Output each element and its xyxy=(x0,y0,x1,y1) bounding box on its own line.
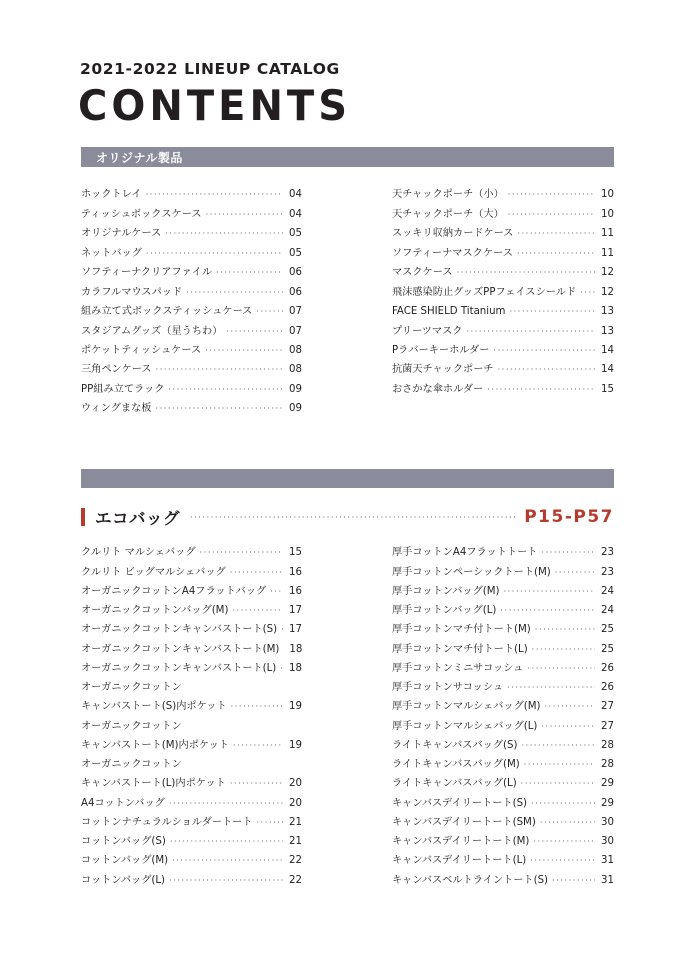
toc-entry xyxy=(392,357,614,376)
leader-dots xyxy=(172,854,283,867)
toc-entry-label: プリーツマスク xyxy=(392,325,463,337)
toc-entry-page: 19 xyxy=(289,739,302,751)
toc-entry-label: オーガニックコットンキャンバストート(S) xyxy=(81,624,278,636)
toc-entry xyxy=(392,617,614,636)
toc-entry-page: 06 xyxy=(289,267,302,279)
toc-entry-label: 厚手コットンマチ付トート(M) xyxy=(392,624,531,636)
toc-entry-page: 26 xyxy=(601,662,614,674)
toc-entry xyxy=(81,848,302,867)
toc-entry xyxy=(392,713,614,732)
leader-dots xyxy=(580,286,595,299)
leader-dots xyxy=(532,643,595,656)
toc-entry xyxy=(392,338,614,357)
toc-entry xyxy=(392,240,614,259)
toc-entry xyxy=(392,848,614,867)
toc-entry-page: 18 xyxy=(289,643,303,655)
toc-entry xyxy=(81,299,302,318)
toc-entry-page: 16 xyxy=(289,585,302,597)
leader-dots xyxy=(535,623,595,636)
leader-dots xyxy=(508,208,595,221)
toc-entry-page: 27 xyxy=(601,720,614,732)
toc-entry-page: 08 xyxy=(289,364,302,376)
toc-entry xyxy=(81,357,302,376)
toc-entry-label: オーガニックコットン xyxy=(81,682,182,693)
toc-list-original-right xyxy=(392,182,614,396)
toc-entry-label: 天チャックポーチ（大） xyxy=(392,208,504,220)
toc-entry-label: キャンバストート(L)内ポケット xyxy=(81,778,226,790)
toc-entry-page: 22 xyxy=(289,874,302,886)
toc-entry-label: FACE SHIELD Titanium xyxy=(392,306,506,318)
toc-entry-page: 24 xyxy=(601,585,614,597)
toc-entry-label: スッキリ収納カードケース xyxy=(392,228,514,240)
toc-entry-page: 07 xyxy=(289,306,302,318)
leader-dots xyxy=(169,874,283,887)
toc-entry-page: 10 xyxy=(601,189,614,201)
toc-entry-label: 厚手コットンマチ付トート(L) xyxy=(392,643,528,655)
toc-entry-label: コットンバッグ(S) xyxy=(81,836,166,847)
toc-entry-page: 17 xyxy=(289,605,302,616)
toc-entry-label: ライトキャンバスバッグ(L) xyxy=(392,778,517,790)
toc-entry-page: 13 xyxy=(601,306,614,318)
toc-entry xyxy=(392,598,614,617)
toc-entry-page: 29 xyxy=(601,797,614,809)
section-divider-bar xyxy=(81,469,614,488)
leader-dots xyxy=(206,208,283,221)
leader-dots xyxy=(507,681,595,694)
toc-entry-page: 12 xyxy=(601,267,614,279)
leader-dots xyxy=(541,720,595,733)
toc-entry-label: 厚手コットンバッグ(L) xyxy=(392,605,497,616)
leader-dots xyxy=(281,623,283,636)
toc-entry xyxy=(81,636,302,655)
leader-dots xyxy=(533,835,595,848)
toc-entry-page: 14 xyxy=(601,364,614,376)
toc-entry xyxy=(392,182,614,201)
toc-entry-label: オリジナルケース xyxy=(81,228,162,240)
toc-entry-label: 厚手コットンミニサコッシュ xyxy=(392,662,524,674)
leader-dots xyxy=(230,777,283,790)
toc-entry-page: 30 xyxy=(601,816,614,828)
toc-entry-page: 22 xyxy=(289,855,302,867)
leader-dots xyxy=(517,227,595,240)
toc-entry-page: 21 xyxy=(289,816,302,828)
leader-dots xyxy=(256,305,283,318)
toc-entry-label: コットンバッグ(M) xyxy=(81,855,169,867)
toc-entry-page: 19 xyxy=(289,701,302,713)
toc-entry-page: 18 xyxy=(289,662,302,674)
toc-entry-page: 15 xyxy=(289,547,302,559)
leader-dots xyxy=(555,566,595,579)
toc-entry xyxy=(81,579,302,598)
toc-entry-label: 厚手コットンペーシックトート(M) xyxy=(392,566,551,578)
leader-dots xyxy=(280,662,283,675)
leader-dots xyxy=(232,604,283,617)
toc-entry xyxy=(392,299,614,318)
toc-entry xyxy=(81,240,302,259)
leader-dots xyxy=(165,227,283,240)
toc-entry-page: 29 xyxy=(601,778,614,790)
section-header-eco xyxy=(81,505,614,529)
toc-list-eco-left xyxy=(81,540,302,887)
toc-entry-label: キャンバスベルトライントート(S) xyxy=(392,874,549,886)
toc-entry xyxy=(392,656,614,675)
leader-dots xyxy=(552,874,595,887)
toc-entry xyxy=(392,829,614,848)
leader-dots xyxy=(226,325,283,338)
toc-entry xyxy=(81,867,302,886)
toc-entry xyxy=(81,318,302,337)
toc-entry xyxy=(81,656,302,675)
toc-entry xyxy=(81,279,302,298)
toc-entry-label: 抗菌天チャックポーチ xyxy=(392,364,494,376)
toc-list-original-left xyxy=(81,182,302,415)
toc-entry-page: 20 xyxy=(289,797,302,809)
leader-dots xyxy=(517,247,595,260)
toc-entry-page: 25 xyxy=(601,643,614,655)
leader-dots xyxy=(169,797,283,810)
toc-entry-label: A4コットンバッグ xyxy=(81,797,165,809)
toc-entry xyxy=(81,598,302,617)
leader-dots xyxy=(230,566,283,579)
toc-entry xyxy=(392,752,614,771)
toc-entry-label: ティッシュボックスケース xyxy=(81,208,202,220)
toc-entry-page: 24 xyxy=(601,605,614,616)
section-header-original xyxy=(81,147,614,167)
toc-entry xyxy=(81,559,302,578)
toc-entry xyxy=(392,867,614,886)
toc-entry xyxy=(81,540,302,559)
toc-entry-label: 飛沫感染防止グッズPPフェイスシールド xyxy=(392,286,577,298)
catalog-subtitle: 2021-2022 LINEUP CATALOG xyxy=(80,60,340,78)
leader-dots xyxy=(521,739,595,752)
toc-entry-label: コットンバッグ(L) xyxy=(81,874,166,886)
toc-entry-page: 11 xyxy=(601,247,614,259)
toc-entry-label: スタジアムグッズ（星うちわ） xyxy=(81,325,223,337)
toc-entry xyxy=(392,733,614,752)
leader-dots xyxy=(521,777,595,790)
toc-entry-label: オーガニックコットンバッグ(M) xyxy=(81,605,229,616)
toc-entry-label: 厚手コットンA4フラットトート xyxy=(392,547,538,559)
leader-dots xyxy=(156,402,284,415)
toc-entry-label: キャンバストート(S)内ポケット xyxy=(81,701,227,713)
toc-entry-label: ネットバッグ xyxy=(81,247,142,259)
toc-entry xyxy=(81,771,302,790)
leader-dots xyxy=(508,188,595,201)
toc-entry-page: 26 xyxy=(601,682,614,693)
toc-entry-page: 05 xyxy=(289,247,302,259)
leader-dots xyxy=(530,854,595,867)
toc-entry xyxy=(392,221,614,240)
toc-entry-page: 31 xyxy=(601,855,614,867)
toc-entry-page: 08 xyxy=(289,344,302,356)
toc-entry-label: 組み立て式ボックスティッシュケース xyxy=(81,306,253,318)
toc-entry-page: 09 xyxy=(289,383,302,395)
toc-entry-page: 10 xyxy=(601,208,614,220)
leader-dots xyxy=(509,305,595,318)
toc-entry xyxy=(81,221,302,240)
toc-entry-label: クルリト ビッグマルシェバッグ xyxy=(81,566,226,578)
leader-dots xyxy=(467,325,596,338)
toc-entry xyxy=(392,318,614,337)
toc-entry-label: Pラバーキーホルダー xyxy=(392,344,490,356)
toc-entry-page: 23 xyxy=(601,566,614,578)
toc-entry xyxy=(81,182,302,201)
leader-dots xyxy=(498,363,595,376)
leader-dots xyxy=(527,662,595,675)
leader-dots xyxy=(493,344,595,357)
leader-dots xyxy=(190,513,516,522)
toc-entry-page: 30 xyxy=(601,836,614,847)
leader-dots xyxy=(270,585,283,598)
toc-entry-page: 17 xyxy=(289,624,302,636)
toc-entry-page: 11 xyxy=(601,228,614,240)
toc-entry xyxy=(81,752,302,771)
toc-entry-page: 14 xyxy=(601,344,614,356)
toc-entry xyxy=(81,829,302,848)
toc-entry xyxy=(81,675,302,694)
toc-entry xyxy=(81,617,302,636)
section-page-range: P15-P57 xyxy=(524,507,614,527)
leader-dots xyxy=(500,604,595,617)
toc-entry-page: 12 xyxy=(601,286,614,298)
toc-entry-label: ライトキャンバスバッグ(S) xyxy=(392,739,518,751)
toc-entry-label: オーガニックコットンキャンバストート(M) xyxy=(81,643,280,655)
toc-entry-page: 23 xyxy=(601,547,614,559)
toc-entry-label: PP組み立てラック xyxy=(81,383,165,395)
toc-entry-label: オーガニックコットン xyxy=(81,759,182,770)
leader-dots xyxy=(216,266,283,279)
leader-dots xyxy=(257,816,284,829)
toc-entry xyxy=(81,376,302,395)
toc-entry-label: キャンバスデイリートート(SM) xyxy=(392,816,536,828)
section-marker xyxy=(81,508,85,526)
leader-dots xyxy=(200,546,283,559)
toc-entry-page: 28 xyxy=(601,759,614,770)
toc-entry-label: ポケットティッシュケース xyxy=(81,344,202,356)
leader-dots xyxy=(531,797,595,810)
toc-entry-page: 16 xyxy=(289,566,302,578)
toc-entry-page: 13 xyxy=(601,325,614,337)
toc-entry-page: 21 xyxy=(289,836,302,847)
toc-entry-page: 09 xyxy=(289,403,302,415)
toc-entry-label: キャンバスデイリートート(M) xyxy=(392,836,530,847)
toc-entry-page: 31 xyxy=(601,874,614,886)
leader-dots xyxy=(205,344,283,357)
toc-entry-label: キャンバスデイリートート(S) xyxy=(392,797,528,809)
leader-dots xyxy=(186,286,283,299)
toc-entry-page: 06 xyxy=(289,286,302,298)
page-title: CONTENTS xyxy=(78,82,352,131)
toc-entry xyxy=(392,771,614,790)
toc-entry xyxy=(81,338,302,357)
toc-entry-label: おさかな傘ホルダー xyxy=(392,383,484,395)
toc-entry xyxy=(392,559,614,578)
toc-entry xyxy=(81,201,302,220)
toc-entry xyxy=(392,675,614,694)
toc-entry xyxy=(81,790,302,809)
toc-entry-page: 15 xyxy=(601,383,614,395)
toc-entry xyxy=(81,396,302,415)
toc-entry-page: 27 xyxy=(601,701,614,713)
toc-entry-page: 04 xyxy=(289,189,302,201)
toc-entry-label: マスクケース xyxy=(392,267,453,279)
section-title-eco: エコバッグ xyxy=(95,509,180,528)
toc-entry-page: 05 xyxy=(289,228,302,240)
toc-entry-label: ホックトレイ xyxy=(81,189,142,201)
toc-entry xyxy=(392,636,614,655)
toc-entry xyxy=(392,790,614,809)
leader-dots xyxy=(524,758,595,771)
leader-dots xyxy=(156,363,283,376)
toc-entry-label: ソフティーナマスクケース xyxy=(392,247,513,259)
toc-entry-label: クルリト マルシェバッグ xyxy=(81,547,196,559)
leader-dots xyxy=(146,247,283,260)
toc-entry xyxy=(392,201,614,220)
toc-entry-label: ライトキャンバスバッグ(M) xyxy=(392,759,520,770)
section-title-original: オリジナル製品 xyxy=(96,151,183,165)
toc-entry-label: 厚手コットンマルシェバッグ(M) xyxy=(392,701,541,713)
toc-entry xyxy=(81,810,302,829)
toc-entry-label: オーガニックコットン xyxy=(81,720,182,732)
toc-entry-label: オーガニックコットンA4フラットバッグ xyxy=(81,585,267,597)
leader-dots xyxy=(487,383,595,396)
toc-entry xyxy=(392,579,614,598)
leader-dots xyxy=(545,700,596,713)
leader-dots xyxy=(231,700,283,713)
leader-dots xyxy=(504,585,596,598)
toc-entry xyxy=(392,376,614,395)
toc-entry-label: 厚手コットンマルシェバッグ(L) xyxy=(392,720,538,732)
leader-dots xyxy=(457,266,595,279)
toc-entry xyxy=(392,810,614,829)
toc-entry-label: オーガニックコットンキャンバストート(L) xyxy=(81,662,277,674)
toc-entry-label: 天チャックポーチ（小） xyxy=(392,189,504,201)
toc-list-eco-right xyxy=(392,540,614,887)
toc-entry-label: コットンナチュラルショルダートート xyxy=(81,816,253,828)
toc-entry-label: 厚手コットンサコッシュ xyxy=(392,682,504,693)
toc-entry-page: 20 xyxy=(289,778,302,790)
toc-entry xyxy=(392,260,614,279)
toc-entry-label: キャンバスデイリートート(L) xyxy=(392,855,527,867)
leader-dots xyxy=(170,835,283,848)
leader-dots xyxy=(233,739,283,752)
toc-entry-label: ソフティーナクリアファイル xyxy=(81,267,213,279)
toc-entry-page: 25 xyxy=(601,624,614,636)
leader-dots xyxy=(146,188,283,201)
toc-entry xyxy=(392,694,614,713)
toc-entry xyxy=(81,733,302,752)
toc-entry-label: 三角ペンケース xyxy=(81,364,152,376)
leader-dots xyxy=(168,383,283,396)
toc-entry xyxy=(392,540,614,559)
toc-entry xyxy=(81,694,302,713)
toc-entry-label: ウィングまな板 xyxy=(81,403,152,415)
toc-entry-label: 厚手コットンバッグ(M) xyxy=(392,585,500,597)
toc-entry-label: カラフルマウスパッド xyxy=(81,286,183,298)
toc-entry-page: 28 xyxy=(601,739,614,751)
toc-entry-page: 07 xyxy=(289,325,302,337)
toc-entry xyxy=(81,260,302,279)
leader-dots xyxy=(541,546,595,559)
toc-entry xyxy=(392,279,614,298)
toc-entry-page: 04 xyxy=(289,208,302,220)
toc-entry xyxy=(81,713,302,732)
toc-entry-label: キャンバストート(M)内ポケット xyxy=(81,739,229,751)
leader-dots xyxy=(540,816,595,829)
